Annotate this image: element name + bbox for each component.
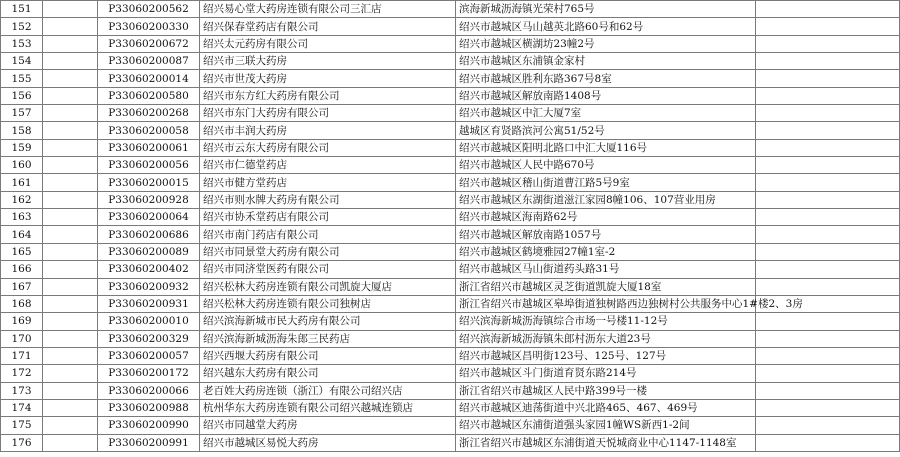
table-row <box>1 18 900 35</box>
pharmacy-name: 绍兴市同景堂大药房有限公司 <box>200 243 456 260</box>
pharmacy-name: 绍兴保春堂药店有限公司 <box>200 18 456 35</box>
blank-cell <box>43 399 98 416</box>
blank-cell <box>756 347 900 364</box>
table-row <box>1 122 900 139</box>
pharmacy-code: P33060200991 <box>98 434 200 451</box>
pharmacy-name: 绍兴市世茂大药房 <box>200 70 456 87</box>
pharmacy-code: P33060200928 <box>98 191 200 208</box>
pharmacy-code: P33060200056 <box>98 157 200 174</box>
pharmacy-name: 绍兴市健方堂药店 <box>200 174 456 191</box>
pharmacy-address: 浙江省绍兴市越城区东浦街道天悦城商业中心1147-1148室 <box>456 434 756 451</box>
blank-cell <box>43 278 98 295</box>
pharmacy-name: 绍兴太元药房有限公司 <box>200 35 456 52</box>
table-row <box>1 209 900 226</box>
row-index: 168 <box>1 295 43 312</box>
blank-cell <box>756 313 900 330</box>
table-row <box>1 191 900 208</box>
row-index: 159 <box>1 139 43 156</box>
pharmacy-name: 绍兴易心堂大药房连锁有限公司三汇店 <box>200 1 456 18</box>
pharmacy-address: 绍兴市越城区解放南路1057号 <box>456 226 756 243</box>
blank-cell <box>43 157 98 174</box>
row-index: 167 <box>1 278 43 295</box>
blank-cell <box>756 122 900 139</box>
table-row <box>1 1 900 18</box>
pharmacy-address: 绍兴市越城区胜利东路367号8室 <box>456 70 756 87</box>
pharmacy-code: P33060200014 <box>98 70 200 87</box>
pharmacy-name: 绍兴市则水牌大药房有限公司 <box>200 191 456 208</box>
pharmacy-address: 绍兴市越城区斗门街道育贤东路214号 <box>456 365 756 382</box>
pharmacy-address: 绍兴市越城区海南路62号 <box>456 209 756 226</box>
pharmacy-name: 绍兴越东大药房有限公司 <box>200 365 456 382</box>
table-row <box>1 417 900 434</box>
pharmacy-code: P33060200015 <box>98 174 200 191</box>
pharmacy-code: P33060200990 <box>98 417 200 434</box>
blank-cell <box>43 295 98 312</box>
pharmacy-name: 绍兴市同越堂大药房 <box>200 417 456 434</box>
pharmacy-address: 绍兴滨海新城沥海镇朱郎村沥东大道23号 <box>456 330 756 347</box>
pharmacy-code: P33060200066 <box>98 382 200 399</box>
row-index: 151 <box>1 1 43 18</box>
pharmacy-address: 绍兴市越城区稽山街道曹江路5号9室 <box>456 174 756 191</box>
pharmacy-code: P33060200402 <box>98 261 200 278</box>
pharmacy-address: 绍兴市越城区中汇大厦7室 <box>456 105 756 122</box>
blank-cell <box>43 434 98 451</box>
row-index: 156 <box>1 87 43 104</box>
table-row <box>1 226 900 243</box>
row-index: 160 <box>1 157 43 174</box>
blank-cell <box>43 365 98 382</box>
pharmacy-code: P33060200172 <box>98 365 200 382</box>
pharmacy-code: P33060200580 <box>98 87 200 104</box>
blank-cell <box>43 382 98 399</box>
pharmacy-address: 绍兴滨海新城沥海镇综合市场一号楼11-12号 <box>456 313 756 330</box>
pharmacy-name: 绍兴市三联大药房 <box>200 53 456 70</box>
pharmacy-name: 绍兴市仁德堂药店 <box>200 157 456 174</box>
pharmacy-address: 绍兴市越城区阳明北路口中汇大厦116号 <box>456 139 756 156</box>
table-body <box>1 1 900 452</box>
pharmacy-address: 浙江省绍兴市越城区人民中路399号一楼 <box>456 382 756 399</box>
pharmacy-name: 绍兴市东方红大药房有限公司 <box>200 87 456 104</box>
blank-cell <box>756 278 900 295</box>
row-index: 155 <box>1 70 43 87</box>
blank-cell <box>43 87 98 104</box>
pharmacy-address: 绍兴市越城区东浦镇金家村 <box>456 53 756 70</box>
row-index: 166 <box>1 261 43 278</box>
blank-cell <box>43 347 98 364</box>
table-row <box>1 278 900 295</box>
blank-cell <box>43 313 98 330</box>
pharmacy-name: 绍兴市东门大药房有限公司 <box>200 105 456 122</box>
pharmacy-address: 绍兴市越城区马山越英北路60号和62号 <box>456 18 756 35</box>
blank-cell <box>43 105 98 122</box>
blank-cell <box>43 209 98 226</box>
pharmacy-code: P33060200268 <box>98 105 200 122</box>
row-index: 154 <box>1 53 43 70</box>
pharmacy-name: 绍兴西堰大药房有限公司 <box>200 347 456 364</box>
row-index: 158 <box>1 122 43 139</box>
blank-cell <box>756 53 900 70</box>
blank-cell <box>756 226 900 243</box>
blank-cell <box>43 226 98 243</box>
table-row <box>1 35 900 52</box>
pharmacy-name: 绍兴市同济堂医药有限公司 <box>200 261 456 278</box>
pharmacy-name: 绍兴滨海新城沥海朱郎三民药店 <box>200 330 456 347</box>
table-row <box>1 295 900 312</box>
table-row <box>1 313 900 330</box>
blank-cell <box>43 261 98 278</box>
blank-cell <box>756 35 900 52</box>
row-index: 165 <box>1 243 43 260</box>
row-index: 161 <box>1 174 43 191</box>
blank-cell <box>756 1 900 18</box>
pharmacy-code: P33060200010 <box>98 313 200 330</box>
pharmacy-address: 绍兴市越城区鹤境雅园27幢1室-2 <box>456 243 756 260</box>
pharmacy-code: P33060200988 <box>98 399 200 416</box>
row-index: 170 <box>1 330 43 347</box>
row-index: 153 <box>1 35 43 52</box>
table-row <box>1 365 900 382</box>
pharmacy-code: P33060200061 <box>98 139 200 156</box>
pharmacy-address: 浙江省绍兴市越城区皋埠街道独树路西边独树村公共服务中心1#楼2、3房 <box>456 295 756 312</box>
pharmacy-name: 老百姓大药房连锁（浙江）有限公司绍兴店 <box>200 382 456 399</box>
blank-cell <box>756 191 900 208</box>
pharmacy-address: 绍兴市越城区迪荡街道中兴北路465、467、469号 <box>456 399 756 416</box>
blank-cell <box>43 417 98 434</box>
table-row <box>1 243 900 260</box>
pharmacy-name: 绍兴市云东大药房有限公司 <box>200 139 456 156</box>
blank-cell <box>756 139 900 156</box>
blank-cell <box>43 191 98 208</box>
pharmacy-name: 绍兴市协禾堂药店有限公司 <box>200 209 456 226</box>
table-row <box>1 434 900 451</box>
row-index: 152 <box>1 18 43 35</box>
row-index: 162 <box>1 191 43 208</box>
blank-cell <box>756 261 900 278</box>
table-row <box>1 139 900 156</box>
blank-cell <box>756 399 900 416</box>
blank-cell <box>43 139 98 156</box>
row-index: 172 <box>1 365 43 382</box>
pharmacy-name: 绍兴滨海新城市民大药房有限公司 <box>200 313 456 330</box>
blank-cell <box>756 417 900 434</box>
row-index: 169 <box>1 313 43 330</box>
blank-cell <box>43 35 98 52</box>
blank-cell <box>756 70 900 87</box>
pharmacy-address: 浙江省绍兴市越城区灵芝街道凯旋大厦18室 <box>456 278 756 295</box>
blank-cell <box>756 18 900 35</box>
table-row <box>1 53 900 70</box>
pharmacy-address: 绍兴市越城区马山街道药头路31号 <box>456 261 756 278</box>
blank-cell <box>43 53 98 70</box>
pharmacy-name: 绍兴松林大药房连锁有限公司凯旋大厦店 <box>200 278 456 295</box>
pharmacy-address: 绍兴市越城区横湖坊23幢2号 <box>456 35 756 52</box>
table-row <box>1 399 900 416</box>
blank-cell <box>756 87 900 104</box>
pharmacy-code: P33060200686 <box>98 226 200 243</box>
blank-cell <box>756 105 900 122</box>
blank-cell <box>43 1 98 18</box>
blank-cell <box>43 70 98 87</box>
pharmacy-code: P33060200057 <box>98 347 200 364</box>
blank-cell <box>756 382 900 399</box>
blank-cell <box>43 243 98 260</box>
blank-cell <box>43 18 98 35</box>
table-row <box>1 347 900 364</box>
pharmacy-name: 绍兴市丰润大药房 <box>200 122 456 139</box>
blank-cell <box>756 174 900 191</box>
blank-cell <box>756 243 900 260</box>
row-index: 163 <box>1 209 43 226</box>
pharmacy-code: P33060200931 <box>98 295 200 312</box>
blank-cell <box>756 330 900 347</box>
table-row <box>1 261 900 278</box>
pharmacy-name: 绍兴市南门药店有限公司 <box>200 226 456 243</box>
row-index: 157 <box>1 105 43 122</box>
pharmacy-code: P33060200058 <box>98 122 200 139</box>
pharmacy-address: 绍兴市越城区东湖街道滋江家园8幢106、107营业用房 <box>456 191 756 208</box>
table-row <box>1 157 900 174</box>
pharmacy-address: 滨海新城沥海镇光荣村765号 <box>456 1 756 18</box>
pharmacy-name: 绍兴市越城区易悦大药房 <box>200 434 456 451</box>
pharmacy-code: P33060200329 <box>98 330 200 347</box>
pharmacy-address: 绍兴市越城区东浦街道强头家园1幢WS新西1-2间 <box>456 417 756 434</box>
pharmacy-address: 越城区育贤路滨河公寓51/52号 <box>456 122 756 139</box>
pharmacy-address: 绍兴市越城区解放南路1408号 <box>456 87 756 104</box>
table-row <box>1 382 900 399</box>
table-row <box>1 330 900 347</box>
table-row <box>1 174 900 191</box>
blank-cell <box>756 157 900 174</box>
row-index: 174 <box>1 399 43 416</box>
blank-cell <box>43 174 98 191</box>
row-index: 164 <box>1 226 43 243</box>
pharmacy-name: 杭州华东大药房连锁有限公司绍兴越城连锁店 <box>200 399 456 416</box>
pharmacy-code: P33060200562 <box>98 1 200 18</box>
pharmacy-code: P33060200087 <box>98 53 200 70</box>
row-index: 171 <box>1 347 43 364</box>
blank-cell <box>756 209 900 226</box>
pharmacy-code: P33060200064 <box>98 209 200 226</box>
pharmacy-code: P33060200932 <box>98 278 200 295</box>
blank-cell <box>756 434 900 451</box>
pharmacy-address: 绍兴市越城区昌明街123号、125号、127号 <box>456 347 756 364</box>
pharmacy-address: 绍兴市越城区人民中路670号 <box>456 157 756 174</box>
row-index: 175 <box>1 417 43 434</box>
blank-cell <box>43 330 98 347</box>
blank-cell <box>43 122 98 139</box>
table-row <box>1 105 900 122</box>
blank-cell <box>756 365 900 382</box>
pharmacy-code: P33060200672 <box>98 35 200 52</box>
pharmacy-code: P33060200330 <box>98 18 200 35</box>
pharmacy-code: P33060200089 <box>98 243 200 260</box>
table-row <box>1 70 900 87</box>
table-row <box>1 87 900 104</box>
row-index: 176 <box>1 434 43 451</box>
pharmacy-name: 绍兴松林大药房连锁有限公司独树店 <box>200 295 456 312</box>
row-index: 173 <box>1 382 43 399</box>
